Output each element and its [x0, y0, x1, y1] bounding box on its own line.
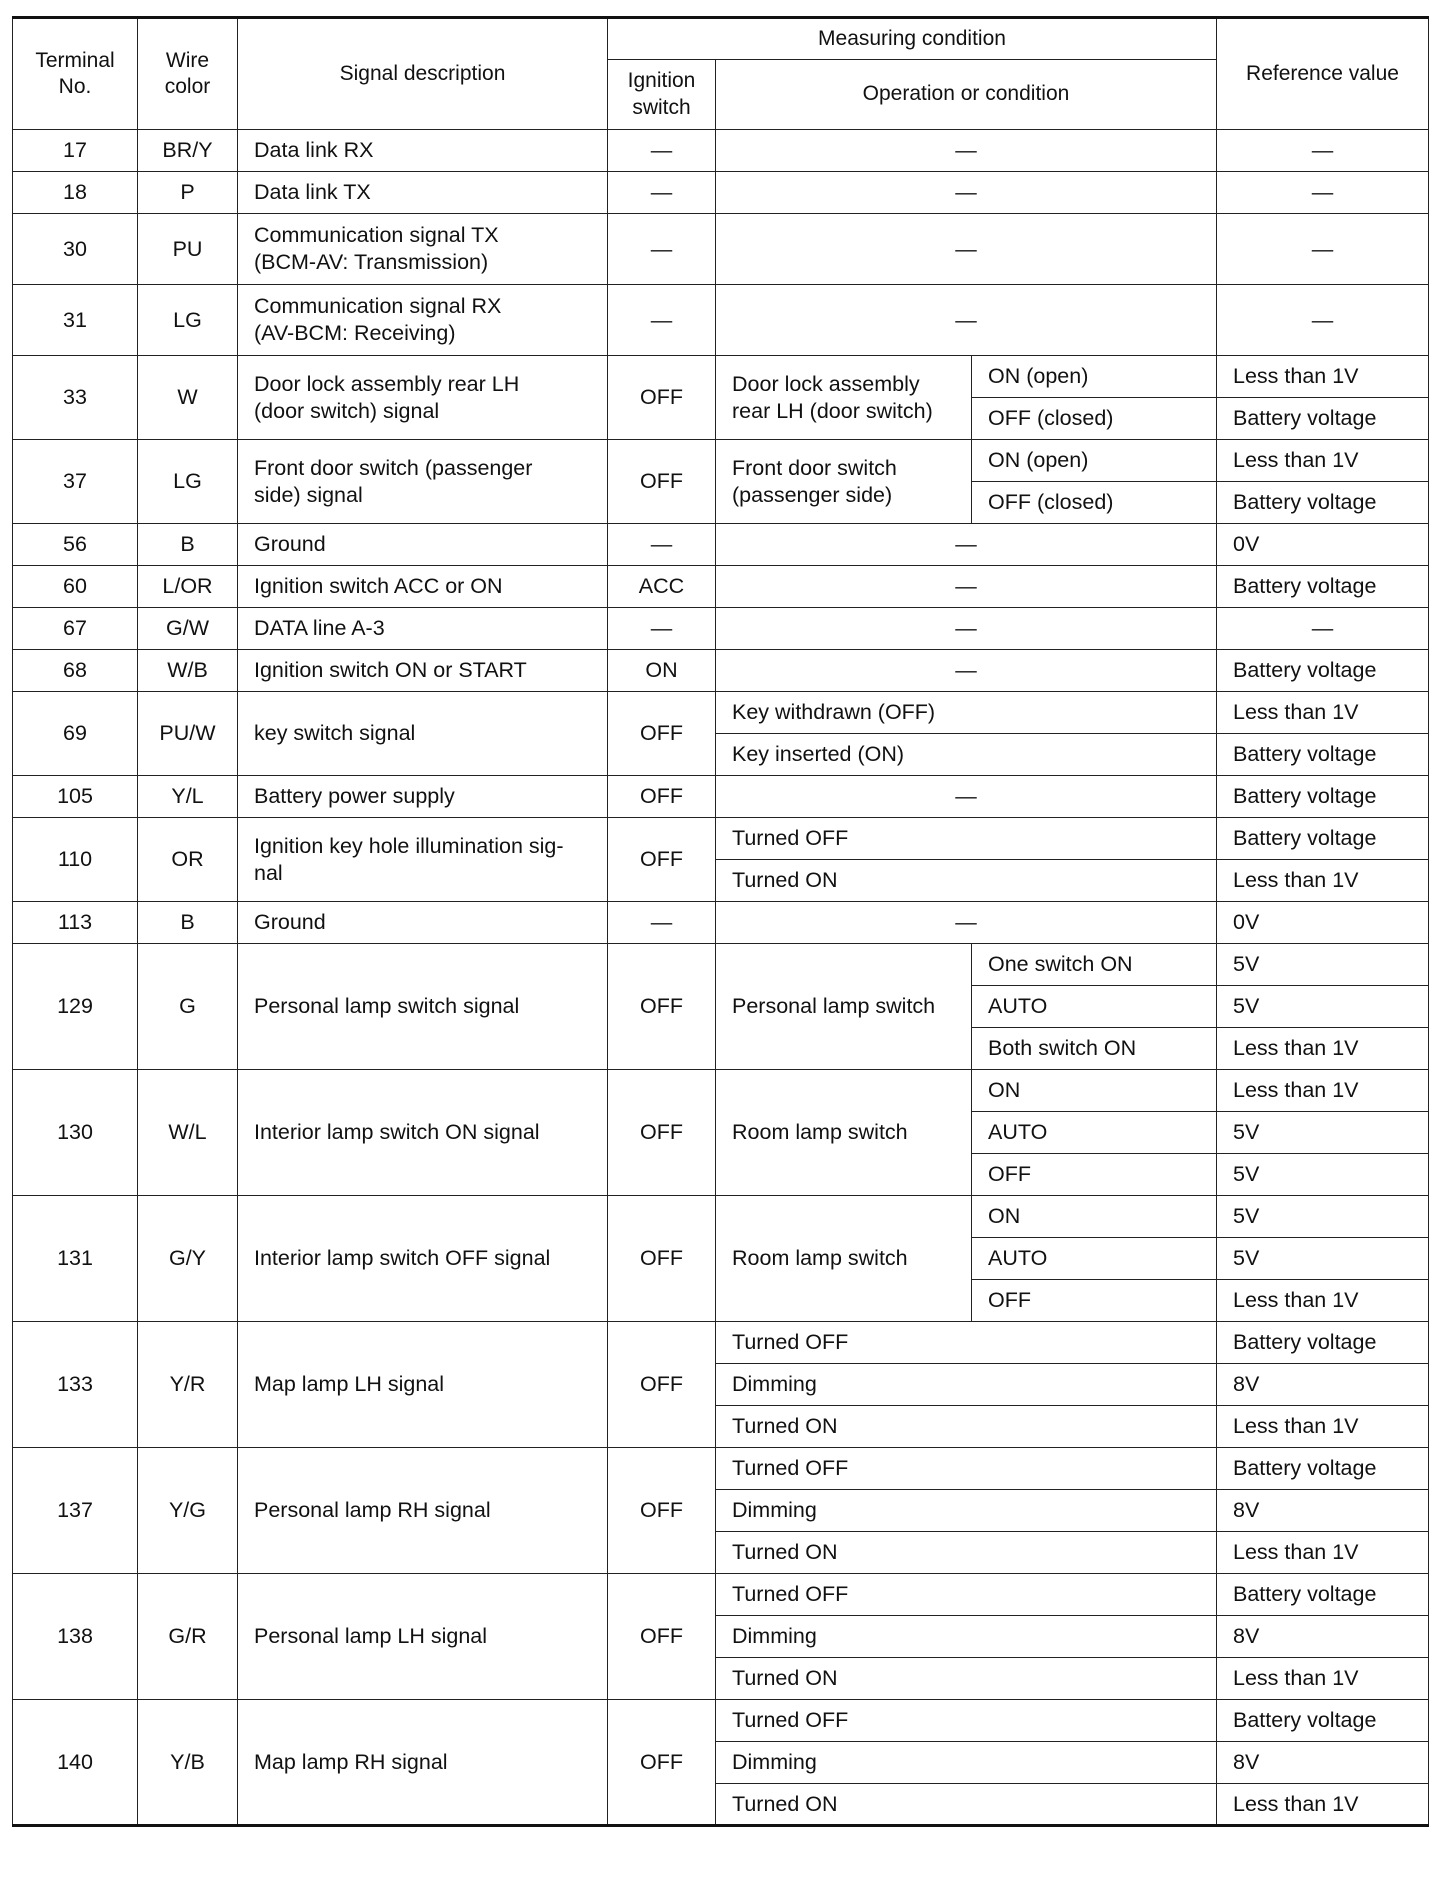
- reference-value-cell: Less than 1V: [1217, 692, 1429, 734]
- table-row: [13, 356, 1429, 398]
- signal-description-cell: Ground: [238, 524, 608, 566]
- reference-value-cell: —: [1217, 172, 1429, 214]
- operation-cell: —: [716, 608, 1217, 650]
- ignition-switch-cell: —: [608, 608, 716, 650]
- condition-cell: Turned OFF: [716, 1448, 1217, 1490]
- wire-color-cell: B: [138, 524, 238, 566]
- terminal-cell: 60: [13, 566, 138, 608]
- condition-state-cell: OFF: [972, 1280, 1217, 1322]
- table-row: [13, 776, 1429, 818]
- ignition-switch-cell: OFF: [608, 818, 716, 902]
- terminal-cell: 113: [13, 902, 138, 944]
- table-row: [13, 566, 1429, 608]
- condition-state-cell: ON (open): [972, 356, 1217, 398]
- reference-value-cell: Battery voltage: [1217, 1448, 1429, 1490]
- reference-value-cell: Battery voltage: [1217, 776, 1429, 818]
- terminal-cell: 140: [13, 1700, 138, 1826]
- condition-cell: Dimming: [716, 1364, 1217, 1406]
- wire-color-cell: Y/G: [138, 1448, 238, 1574]
- condition-cell: Dimming: [716, 1616, 1217, 1658]
- ignition-switch-cell: OFF: [608, 440, 716, 524]
- terminal-cell: 105: [13, 776, 138, 818]
- ignition-switch-cell: —: [608, 214, 716, 285]
- signal-description-cell: Communication signal TX (BCM-AV: Transmission): [238, 214, 608, 285]
- table-row: [13, 440, 1429, 482]
- wire-color-cell: W/B: [138, 650, 238, 692]
- wire-color-cell: B: [138, 902, 238, 944]
- condition-cell: Turned OFF: [716, 818, 1217, 860]
- reference-value-cell: 5V: [1217, 944, 1429, 986]
- reference-value-cell: Battery voltage: [1217, 650, 1429, 692]
- reference-value-cell: Battery voltage: [1217, 1574, 1429, 1616]
- signal-description-cell: Ignition switch ACC or ON: [238, 566, 608, 608]
- signal-description-cell: Personal lamp RH signal: [238, 1448, 608, 1574]
- condition-cell: Key withdrawn (OFF): [716, 692, 1217, 734]
- reference-value-cell: Battery voltage: [1217, 1700, 1429, 1742]
- signal-description-cell: DATA line A-3: [238, 608, 608, 650]
- reference-value-cell: 0V: [1217, 902, 1429, 944]
- terminal-cell: 129: [13, 944, 138, 1070]
- ignition-switch-cell: OFF: [608, 1448, 716, 1574]
- wire-color-cell: Y/L: [138, 776, 238, 818]
- signal-description-cell: key switch signal: [238, 692, 608, 776]
- operation-cell: —: [716, 285, 1217, 356]
- reference-value-cell: 8V: [1217, 1616, 1429, 1658]
- wire-color-cell: BR/Y: [138, 130, 238, 172]
- signal-description-cell: Personal lamp switch signal: [238, 944, 608, 1070]
- ignition-switch-cell: —: [608, 902, 716, 944]
- reference-value-cell: Less than 1V: [1217, 1658, 1429, 1700]
- reference-value-cell: 5V: [1217, 1238, 1429, 1280]
- wire-color-cell: G/Y: [138, 1196, 238, 1322]
- reference-value-cell: 8V: [1217, 1364, 1429, 1406]
- reference-value-cell: Less than 1V: [1217, 1280, 1429, 1322]
- terminal-cell: 110: [13, 818, 138, 902]
- condition-cell: Dimming: [716, 1742, 1217, 1784]
- table-row: [13, 1322, 1429, 1364]
- reference-value-cell: Battery voltage: [1217, 482, 1429, 524]
- condition-cell: Turned ON: [716, 1532, 1217, 1574]
- operation-cell: —: [716, 172, 1217, 214]
- table-row: [13, 285, 1429, 356]
- wire-color-cell: G: [138, 944, 238, 1070]
- operation-cell: —: [716, 776, 1217, 818]
- wire-color-cell: LG: [138, 440, 238, 524]
- operation-cell: Personal lamp switch: [716, 944, 972, 1070]
- header-ignition-switch: Ignition switch: [608, 60, 716, 130]
- wire-color-cell: Y/R: [138, 1322, 238, 1448]
- condition-cell: Turned OFF: [716, 1700, 1217, 1742]
- condition-state-cell: Both switch ON: [972, 1028, 1217, 1070]
- reference-value-cell: 5V: [1217, 1112, 1429, 1154]
- terminal-cell: 133: [13, 1322, 138, 1448]
- wire-color-cell: Y/B: [138, 1700, 238, 1826]
- reference-value-cell: 8V: [1217, 1742, 1429, 1784]
- table-row: [13, 1448, 1429, 1490]
- ignition-switch-cell: —: [608, 130, 716, 172]
- reference-value-cell: 5V: [1217, 1196, 1429, 1238]
- terminal-cell: 18: [13, 172, 138, 214]
- signal-description-cell: Map lamp LH signal: [238, 1322, 608, 1448]
- reference-value-cell: Less than 1V: [1217, 860, 1429, 902]
- ignition-switch-cell: OFF: [608, 1322, 716, 1448]
- wire-color-cell: G/W: [138, 608, 238, 650]
- ignition-switch-cell: —: [608, 524, 716, 566]
- reference-value-cell: Less than 1V: [1217, 1070, 1429, 1112]
- ignition-switch-cell: OFF: [608, 1574, 716, 1700]
- terminal-reference-table: [12, 16, 1429, 1827]
- terminal-cell: 30: [13, 214, 138, 285]
- signal-description-cell: Ground: [238, 902, 608, 944]
- reference-value-cell: Battery voltage: [1217, 1322, 1429, 1364]
- operation-cell: —: [716, 524, 1217, 566]
- header-signal-description: Signal description: [238, 18, 608, 130]
- wire-color-cell: P: [138, 172, 238, 214]
- condition-cell: Turned ON: [716, 860, 1217, 902]
- table-row: [13, 818, 1429, 860]
- table-row: [13, 1070, 1429, 1112]
- terminal-cell: 17: [13, 130, 138, 172]
- terminal-cell: 33: [13, 356, 138, 440]
- table-row: [13, 172, 1429, 214]
- reference-value-cell: —: [1217, 214, 1429, 285]
- condition-cell: Key inserted (ON): [716, 734, 1217, 776]
- operation-cell: Front door switch (passenger side): [716, 440, 972, 524]
- ignition-switch-cell: OFF: [608, 356, 716, 440]
- ignition-switch-cell: OFF: [608, 692, 716, 776]
- signal-description-cell: Ignition switch ON or START: [238, 650, 608, 692]
- reference-value-cell: 8V: [1217, 1490, 1429, 1532]
- signal-description-cell: Ignition key hole illumination sig- nal: [238, 818, 608, 902]
- wire-color-cell: PU/W: [138, 692, 238, 776]
- operation-cell: Door lock assembly rear LH (door switch): [716, 356, 972, 440]
- terminal-cell: 138: [13, 1574, 138, 1700]
- reference-value-cell: Battery voltage: [1217, 818, 1429, 860]
- table-row: [13, 524, 1429, 566]
- wire-color-cell: L/OR: [138, 566, 238, 608]
- reference-value-cell: —: [1217, 130, 1429, 172]
- condition-cell: Turned OFF: [716, 1574, 1217, 1616]
- condition-cell: Turned ON: [716, 1784, 1217, 1826]
- terminal-cell: 137: [13, 1448, 138, 1574]
- ignition-switch-cell: ACC: [608, 566, 716, 608]
- condition-state-cell: AUTO: [972, 1238, 1217, 1280]
- condition-state-cell: OFF (closed): [972, 482, 1217, 524]
- reference-value-cell: Less than 1V: [1217, 1028, 1429, 1070]
- condition-state-cell: AUTO: [972, 1112, 1217, 1154]
- terminal-cell: 31: [13, 285, 138, 356]
- ignition-switch-cell: ON: [608, 650, 716, 692]
- wire-color-cell: LG: [138, 285, 238, 356]
- reference-value-cell: 0V: [1217, 524, 1429, 566]
- terminal-cell: 130: [13, 1070, 138, 1196]
- reference-value-cell: Battery voltage: [1217, 566, 1429, 608]
- reference-value-cell: —: [1217, 608, 1429, 650]
- reference-value-cell: Less than 1V: [1217, 356, 1429, 398]
- reference-value-cell: Battery voltage: [1217, 734, 1429, 776]
- signal-description-cell: Front door switch (passenger side) signal: [238, 440, 608, 524]
- table-row: [13, 902, 1429, 944]
- signal-description-cell: Personal lamp LH signal: [238, 1574, 608, 1700]
- wire-color-cell: W: [138, 356, 238, 440]
- table-row: [13, 214, 1429, 285]
- reference-value-cell: —: [1217, 285, 1429, 356]
- signal-description-cell: Interior lamp switch ON signal: [238, 1070, 608, 1196]
- condition-state-cell: OFF: [972, 1154, 1217, 1196]
- condition-state-cell: One switch ON: [972, 944, 1217, 986]
- reference-value-cell: Battery voltage: [1217, 398, 1429, 440]
- reference-value-cell: Less than 1V: [1217, 1406, 1429, 1448]
- header-measuring-condition: Measuring condition: [608, 18, 1217, 60]
- signal-description-cell: Battery power supply: [238, 776, 608, 818]
- condition-state-cell: AUTO: [972, 986, 1217, 1028]
- operation-cell: Room lamp switch: [716, 1196, 972, 1322]
- operation-cell: —: [716, 650, 1217, 692]
- wire-color-cell: W/L: [138, 1070, 238, 1196]
- signal-description-cell: Communication signal RX (AV-BCM: Receiving): [238, 285, 608, 356]
- wire-color-cell: G/R: [138, 1574, 238, 1700]
- ignition-switch-cell: OFF: [608, 944, 716, 1070]
- condition-state-cell: OFF (closed): [972, 398, 1217, 440]
- terminal-cell: 56: [13, 524, 138, 566]
- ignition-switch-cell: OFF: [608, 1700, 716, 1826]
- header-terminal: Terminal No.: [13, 18, 138, 130]
- terminal-cell: 131: [13, 1196, 138, 1322]
- ignition-switch-cell: OFF: [608, 776, 716, 818]
- table-row: [13, 1574, 1429, 1616]
- condition-state-cell: ON: [972, 1196, 1217, 1238]
- table-row: [13, 692, 1429, 734]
- terminal-cell: 37: [13, 440, 138, 524]
- reference-value-cell: 5V: [1217, 986, 1429, 1028]
- table-row: [13, 130, 1429, 172]
- table-row: [13, 608, 1429, 650]
- ignition-switch-cell: —: [608, 285, 716, 356]
- ignition-switch-cell: OFF: [608, 1070, 716, 1196]
- condition-cell: Turned ON: [716, 1406, 1217, 1448]
- signal-description-cell: Map lamp RH signal: [238, 1700, 608, 1826]
- reference-value-cell: Less than 1V: [1217, 1784, 1429, 1826]
- ignition-switch-cell: —: [608, 172, 716, 214]
- table-row: [13, 650, 1429, 692]
- signal-description-cell: Interior lamp switch OFF signal: [238, 1196, 608, 1322]
- condition-state-cell: ON (open): [972, 440, 1217, 482]
- signal-description-cell: Data link RX: [238, 130, 608, 172]
- terminal-cell: 69: [13, 692, 138, 776]
- reference-value-cell: Less than 1V: [1217, 440, 1429, 482]
- table-row: [13, 944, 1429, 986]
- condition-cell: Turned OFF: [716, 1322, 1217, 1364]
- condition-cell: Dimming: [716, 1490, 1217, 1532]
- reference-value-cell: Less than 1V: [1217, 1532, 1429, 1574]
- ignition-switch-cell: OFF: [608, 1196, 716, 1322]
- wire-color-cell: OR: [138, 818, 238, 902]
- signal-description-cell: Data link TX: [238, 172, 608, 214]
- signal-description-cell: Door lock assembly rear LH (door switch) signal: [238, 356, 608, 440]
- terminal-cell: 68: [13, 650, 138, 692]
- header-reference-value: Reference value: [1217, 18, 1429, 130]
- header-wire-color: Wire color: [138, 18, 238, 130]
- wire-color-cell: PU: [138, 214, 238, 285]
- header-operation-or-condition: Operation or condition: [716, 60, 1217, 130]
- condition-cell: Turned ON: [716, 1658, 1217, 1700]
- operation-cell: —: [716, 130, 1217, 172]
- table-row: [13, 1700, 1429, 1742]
- condition-state-cell: ON: [972, 1070, 1217, 1112]
- table-row: [13, 1196, 1429, 1238]
- terminal-cell: 67: [13, 608, 138, 650]
- operation-cell: —: [716, 566, 1217, 608]
- operation-cell: —: [716, 902, 1217, 944]
- reference-value-cell: 5V: [1217, 1154, 1429, 1196]
- operation-cell: —: [716, 214, 1217, 285]
- operation-cell: Room lamp switch: [716, 1070, 972, 1196]
